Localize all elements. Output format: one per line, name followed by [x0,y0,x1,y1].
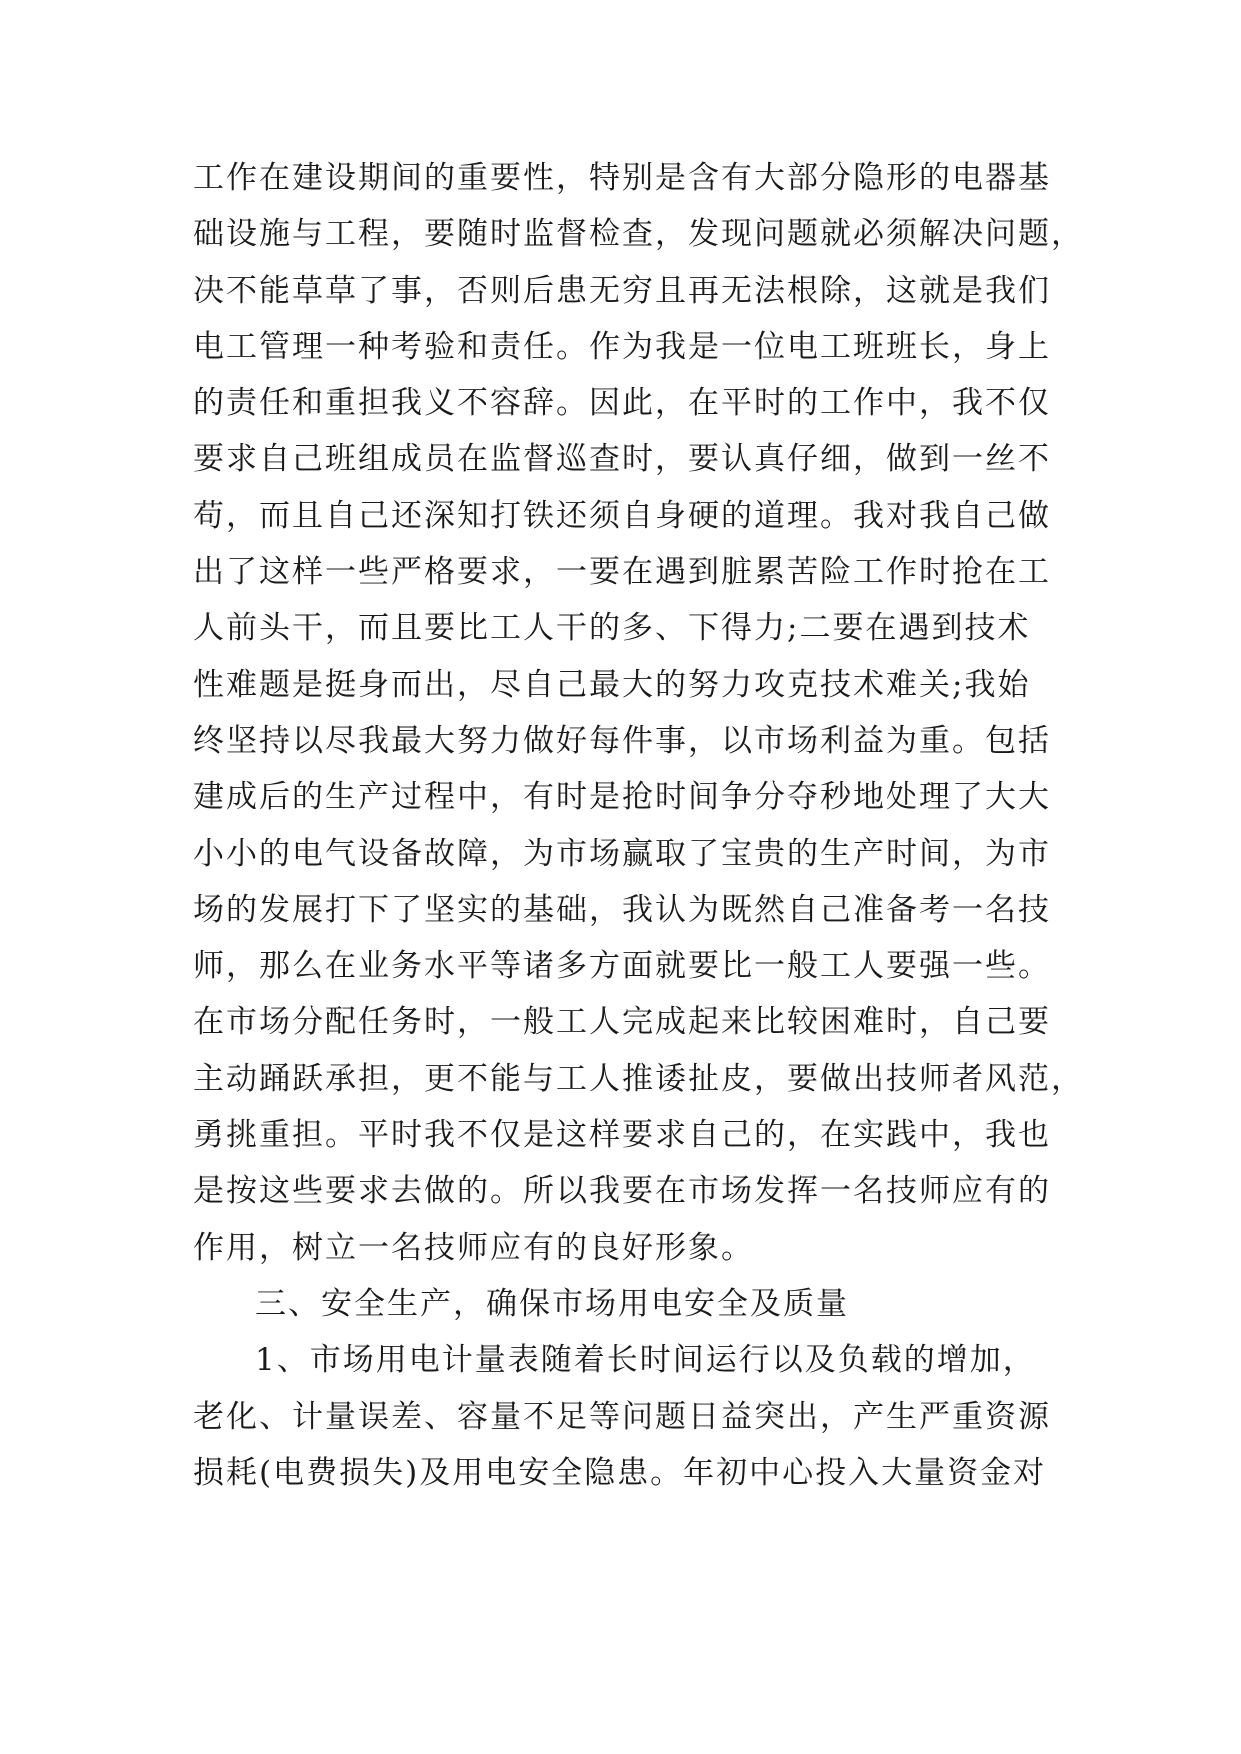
text-line: 的责任和重担我义不容辞。因此，在平时的工作中，我不仅 [193,385,1051,422]
text-line: 决不能草草了事，否则后患无穷且再无法根除，这就是我们 [193,272,1051,309]
text-line: 老化、计量误差、容量不足等问题日益突出，产生严重资源 [193,1398,1051,1435]
body-text [193,150,1084,1501]
text-line: 终坚持以尽我最大努力做好每件事，以市场利益为重。包括 [193,722,1051,759]
text-line: 场的发展打下了坚实的基础，我认为既然自己准备考一名技 [193,891,1051,928]
text-line: 人前头干，而且要比工人干的多、下得力;二要在遇到技术 [193,610,1031,647]
text-line: 性难题是挺身而出，尽自己最大的努力攻克技术难关;我始 [193,666,1031,703]
text-line: 苟，而且自己还深知打铁还须自身硬的道理。我对我自己做 [193,497,1051,534]
text-line: 础设施与工程，要随时监督检查，发现问题就必须解决问题， [193,216,1084,253]
text-line: 小小的电气设备故障，为市场赢取了宝贵的生产时间，为市 [193,835,1051,872]
text-line: 电工管理一种考验和责任。作为我是一位电工班班长，身上 [193,328,1051,365]
section-heading: 三、安全生产，确保市场用电安全及质量 [255,1285,849,1322]
text-line: 1、市场用电计量表随着长时间运行以及负载的增加， [255,1342,1036,1379]
text-line: 主动踊跃承担，更不能与工人推诿扯皮，要做出技师者风范， [193,1060,1084,1097]
text-line: 损耗(电费损失)及用电安全隐患。年初中心投入大量资金对 [193,1454,1047,1491]
text-line: 在市场分配任务时，一般工人完成起来比较困难时，自己要 [193,1004,1051,1041]
text-line: 要求自己班组成员在监督巡查时，要认真仔细，做到一丝不 [193,441,1051,478]
text-line: 师，那么在业务水平等诸多方面就要比一般工人要强一些。 [193,948,1051,985]
text-line: 作用，树立一名技师应有的良好形象。 [193,1229,754,1266]
text-line: 工作在建设期间的重要性，特别是含有大部分隐形的电器基 [193,160,1051,196]
text-line: 是按这些要求去做的。所以我要在市场发挥一名技师应有的 [193,1173,1051,1210]
text-line: 建成后的生产过程中，有时是抢时间争分夺秒地处理了大大 [193,779,1051,816]
text-line: 出了这样一些严格要求，一要在遇到脏累苦险工作时抢在工 [193,554,1051,591]
text-line: 勇挑重担。平时我不仅是这样要求自己的，在实践中，我也 [193,1117,1051,1154]
